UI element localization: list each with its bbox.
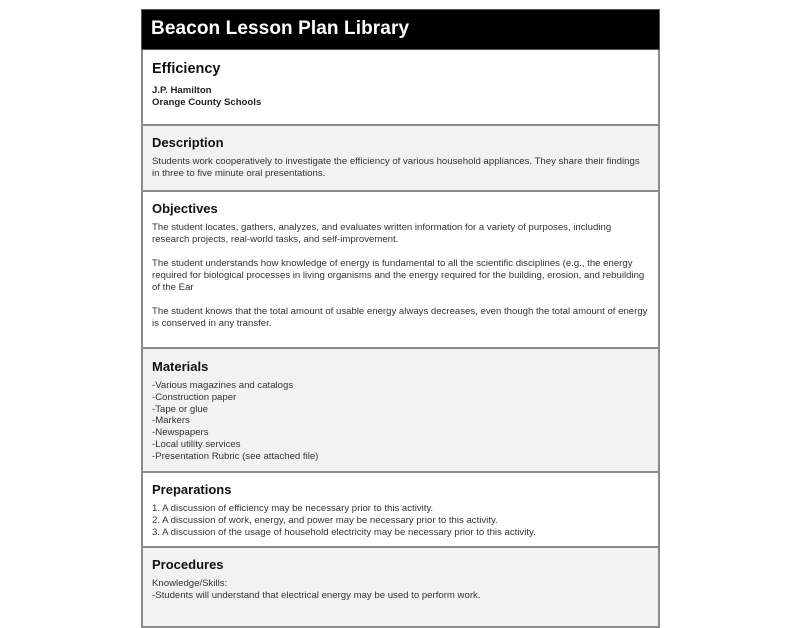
objective-item: The student knows that the total amount of usable energy always decreases, even though the total amount of energy is conserved in any transfer. — [152, 306, 648, 329]
preparations-list — [152, 503, 649, 538]
lesson-header-section — [141, 50, 660, 126]
objectives-section — [141, 192, 660, 349]
lesson-page — [141, 9, 660, 628]
preparation-item: 3. A discussion of the usage of household electricity may be necessary prior to this activity. — [152, 526, 536, 538]
description-section — [141, 126, 660, 192]
description-heading: Description — [152, 135, 224, 150]
material-item: -Construction paper — [152, 391, 237, 403]
site-banner — [141, 9, 660, 50]
objectives-heading: Objectives — [152, 201, 218, 216]
materials-list — [152, 380, 649, 463]
description-text: Students work cooperatively to investigate the efficiency of various household appliances. They share their findings in three to five minute oral presentations. — [152, 156, 640, 179]
materials-heading: Materials — [152, 359, 209, 374]
lesson-author: J.P. Hamilton — [152, 85, 212, 96]
material-item: -Local utility services — [152, 438, 241, 450]
procedures-section — [141, 548, 660, 628]
objective-item: The student understands how knowledge of energy is fundamental to all the scientific disciplines (e.g., the energy required for biological processes in living organisms and the energy required for the building, erosion, and rebuilding of the Ear — [152, 258, 645, 293]
lesson-title: Efficiency — [152, 61, 221, 77]
material-item: -Markers — [152, 415, 190, 427]
preparation-item: 2. A discussion of work, energy, and power may be necessary prior to this activity. — [152, 514, 498, 526]
preparations-section — [141, 473, 660, 548]
procedure-item: -Students will understand that electrical energy may be used to perform work. — [152, 589, 481, 601]
lesson-organization: Orange County Schools — [152, 97, 262, 108]
materials-section — [141, 349, 660, 473]
procedure-item: Knowledge/Skills: — [152, 578, 228, 589]
material-item: -Newspapers — [152, 427, 209, 439]
procedures-list — [152, 578, 649, 602]
material-item: -Tape or glue — [152, 403, 208, 415]
objective-item: The student locates, gathers, analyzes, and evaluates written information for a variety of purposes, including research projects, real-world tasks, and self-improvement. — [152, 222, 612, 245]
procedures-heading: Procedures — [152, 557, 224, 572]
site-title: Beacon Lesson Plan Library — [151, 18, 410, 39]
material-item: -Various magazines and catalogs — [152, 380, 294, 391]
preparation-item: 1. A discussion of efficiency may be necessary prior to this activity. — [152, 503, 434, 514]
material-item: -Presentation Rubric (see attached file) — [152, 450, 319, 462]
preparations-heading: Preparations — [152, 482, 232, 497]
